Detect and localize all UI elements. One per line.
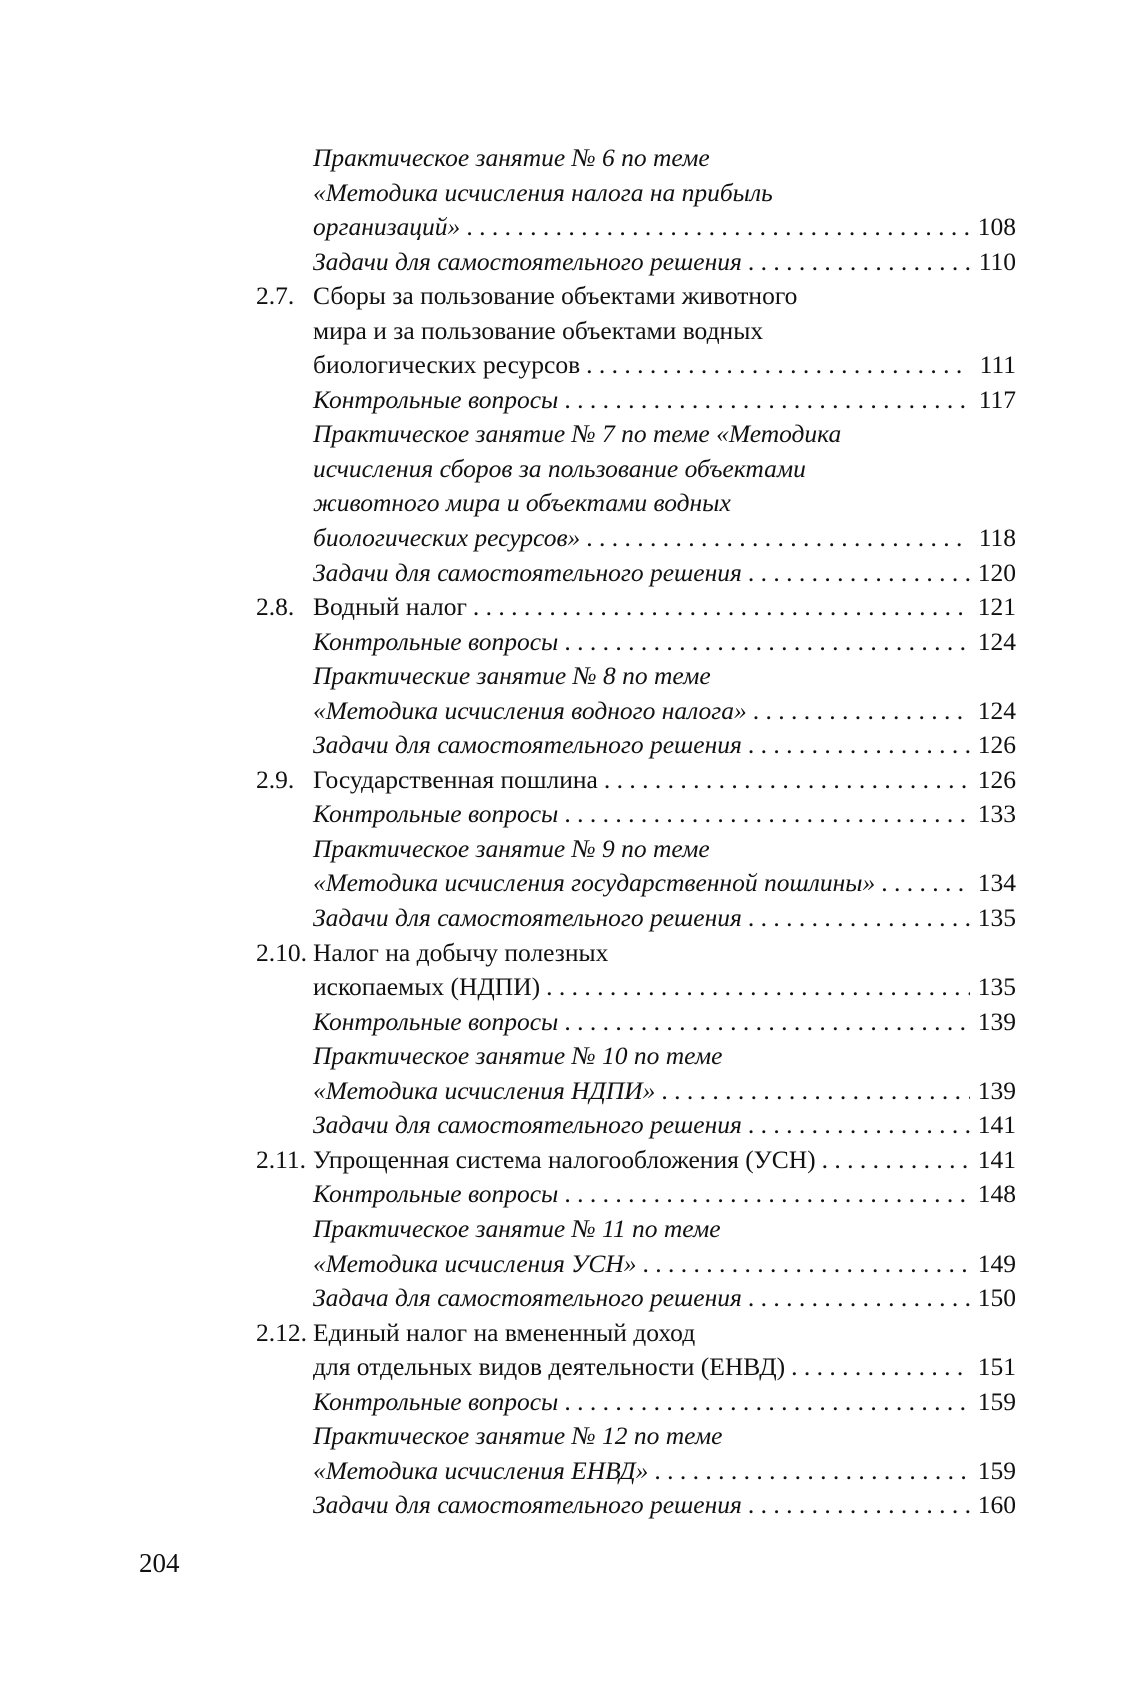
toc-entry [256, 486, 1016, 521]
entry-page-number: 141 [977, 1110, 1016, 1140]
entry-page-number: 111 [979, 350, 1016, 380]
toc-entry [256, 279, 1016, 314]
entry-title: Сборы за пользование объектами животного [313, 281, 798, 311]
dot-leader [748, 1281, 970, 1316]
entry-title: животного мира и объектами водных [313, 488, 731, 518]
entry-title: Практическое занятие № 7 по теме «Методика [313, 419, 842, 449]
section-number: 2.12. [256, 1317, 307, 1347]
toc-entry [256, 625, 1016, 660]
toc-entry [256, 417, 1016, 452]
toc-entry [256, 1143, 1016, 1178]
dot-leader [564, 1005, 970, 1040]
entry-title: Практическое занятие № 12 по теме [313, 1421, 723, 1451]
entry-title: «Методика исчисления водного налога» [313, 695, 747, 725]
entry-page-number: 151 [977, 1352, 1016, 1382]
entry-title: «Методика исчисления государственной пошлины» [313, 868, 876, 898]
toc-entry [256, 970, 1016, 1005]
entry-title: исчисления сборов за пользование объектами [313, 453, 806, 483]
entry-page-number: 134 [977, 868, 1016, 898]
section-number: 2.10. [256, 937, 307, 967]
entry-title: для отдельных видов деятельности (ЕНВД) [313, 1352, 786, 1382]
entry-title: Единый налог на вмененный доход [313, 1317, 696, 1347]
toc-entry [256, 1350, 1016, 1385]
entry-page-number: 126 [977, 730, 1016, 760]
entry-title: Задачи для самостоятельного решения [313, 1110, 742, 1140]
toc-entry [256, 659, 1016, 694]
toc-entry [256, 1316, 1016, 1351]
dot-leader [881, 866, 970, 901]
section-number: 2.7. [256, 281, 295, 311]
toc-entry [256, 728, 1016, 763]
dot-leader [791, 1350, 970, 1385]
toc-entry [256, 1454, 1016, 1489]
entry-title: Контрольные вопросы [313, 1179, 559, 1209]
toc-entry [256, 936, 1016, 971]
entry-title: биологических ресурсов [313, 350, 581, 380]
dot-leader [473, 590, 970, 625]
entry-title: Задачи для самостоятельного решения [313, 246, 742, 276]
toc-entry [256, 383, 1016, 418]
toc-entry [256, 590, 1016, 625]
entry-title: Практическое занятие № 11 по теме [313, 1213, 721, 1243]
entry-page-number: 110 [978, 246, 1016, 276]
toc-entry [256, 141, 1016, 176]
dot-leader [564, 625, 970, 660]
toc-entry [256, 763, 1016, 798]
entry-page-number: 121 [977, 592, 1016, 622]
toc-entry [256, 1281, 1016, 1316]
entry-title: «Методика исчисления ЕНВД» [313, 1455, 649, 1485]
section-number: 2.8. [256, 592, 295, 622]
entry-page-number: 159 [977, 1455, 1016, 1485]
entry-page-number: 150 [977, 1283, 1016, 1313]
entry-page-number: 126 [977, 764, 1016, 794]
dot-leader [748, 245, 970, 280]
toc-entry [256, 452, 1016, 487]
toc-entry [256, 694, 1016, 729]
entry-title: ископаемых (НДПИ) [313, 972, 541, 1002]
toc-entry [256, 245, 1016, 280]
toc-entry [256, 866, 1016, 901]
entry-title: Налог на добычу полезных [313, 937, 609, 967]
entry-title: Контрольные вопросы [313, 1386, 559, 1416]
entry-page-number: 149 [977, 1248, 1016, 1278]
table-of-contents [256, 141, 1016, 1523]
entry-page-number: 124 [977, 695, 1016, 725]
entry-title: «Методика исчисления УСН» [313, 1248, 637, 1278]
dot-leader [564, 383, 970, 418]
entry-title: мира и за пользование объектами водных [313, 315, 764, 345]
toc-entry [256, 1488, 1016, 1523]
dot-leader [654, 1454, 970, 1489]
toc-entry [256, 556, 1016, 591]
dot-leader [748, 1108, 970, 1143]
entry-title: Задача для самостоятельного решения [313, 1283, 742, 1313]
entry-page-number: 124 [977, 626, 1016, 656]
entry-page-number: 141 [977, 1144, 1016, 1174]
entry-title: Практическое занятие № 6 по теме [313, 143, 710, 172]
entry-page-number: 117 [978, 384, 1016, 414]
entry-title: Задачи для самостоятельного решения [313, 1490, 742, 1520]
dot-leader [661, 1074, 970, 1109]
entry-page-number: 159 [977, 1386, 1016, 1416]
page-number: 204 [139, 1548, 180, 1578]
entry-title: «Методика исчисления НДПИ» [313, 1075, 656, 1105]
dot-leader [564, 797, 970, 832]
toc-entry [256, 797, 1016, 832]
toc-entry [256, 348, 1016, 383]
entry-title: Контрольные вопросы [313, 1006, 559, 1036]
toc-entry [256, 1385, 1016, 1420]
dot-leader [564, 1177, 970, 1212]
entry-page-number: 135 [977, 903, 1016, 933]
entry-title: Задачи для самостоятельного решения [313, 557, 742, 587]
entry-title: Водный налог [313, 592, 467, 622]
entry-page-number: 148 [977, 1179, 1016, 1209]
entry-title: Контрольные вопросы [313, 384, 559, 414]
entry-title: биологических ресурсов» [313, 523, 581, 553]
entry-title: «Методика исчисления налога на прибыль [313, 177, 773, 207]
dot-leader [466, 210, 970, 245]
entry-page-number: 135 [977, 972, 1016, 1002]
section-number: 2.11. [256, 1144, 307, 1174]
dot-leader [586, 348, 970, 383]
toc-entry [256, 176, 1016, 211]
entry-title: Практические занятие № 8 по теме [313, 661, 711, 691]
dot-leader [546, 970, 970, 1005]
dot-leader [748, 556, 970, 591]
entry-title: Практическое занятие № 10 по теме [313, 1041, 723, 1071]
dot-leader [753, 694, 970, 729]
entry-title: Упрощенная система налогообложения (УСН) [313, 1144, 816, 1174]
dot-leader [748, 1488, 970, 1523]
entry-title: организаций» [313, 212, 461, 242]
toc-entry [256, 1212, 1016, 1247]
entry-title: Государственная пошлина [313, 764, 598, 794]
dot-leader [586, 521, 970, 556]
dot-leader [604, 763, 970, 798]
dot-leader [822, 1143, 970, 1178]
toc-entry [256, 1108, 1016, 1143]
entry-title: Задачи для самостоятельного решения [313, 903, 742, 933]
entry-page-number: 160 [977, 1490, 1016, 1520]
entry-page-number: 133 [977, 799, 1016, 829]
toc-entry [256, 314, 1016, 349]
toc-entry [256, 832, 1016, 867]
dot-leader [643, 1247, 970, 1282]
entry-page-number: 118 [978, 523, 1016, 553]
entry-page-number: 139 [977, 1006, 1016, 1036]
toc-entry [256, 1247, 1016, 1282]
entry-title: Контрольные вопросы [313, 626, 559, 656]
entry-page-number: 108 [977, 212, 1016, 242]
toc-entry [256, 1039, 1016, 1074]
toc-entry [256, 901, 1016, 936]
dot-leader [748, 901, 970, 936]
toc-entry [256, 1074, 1016, 1109]
toc-entry [256, 1177, 1016, 1212]
dot-leader [564, 1385, 970, 1420]
entry-page-number: 139 [977, 1075, 1016, 1105]
entry-title: Контрольные вопросы [313, 799, 559, 829]
entry-page-number: 120 [977, 557, 1016, 587]
toc-entry [256, 210, 1016, 245]
toc-entry [256, 521, 1016, 556]
entry-title: Задачи для самостоятельного решения [313, 730, 742, 760]
entry-title: Практическое занятие № 9 по теме [313, 833, 710, 863]
toc-entry [256, 1419, 1016, 1454]
dot-leader [748, 728, 970, 763]
section-number: 2.9. [256, 764, 295, 794]
toc-entry [256, 1005, 1016, 1040]
